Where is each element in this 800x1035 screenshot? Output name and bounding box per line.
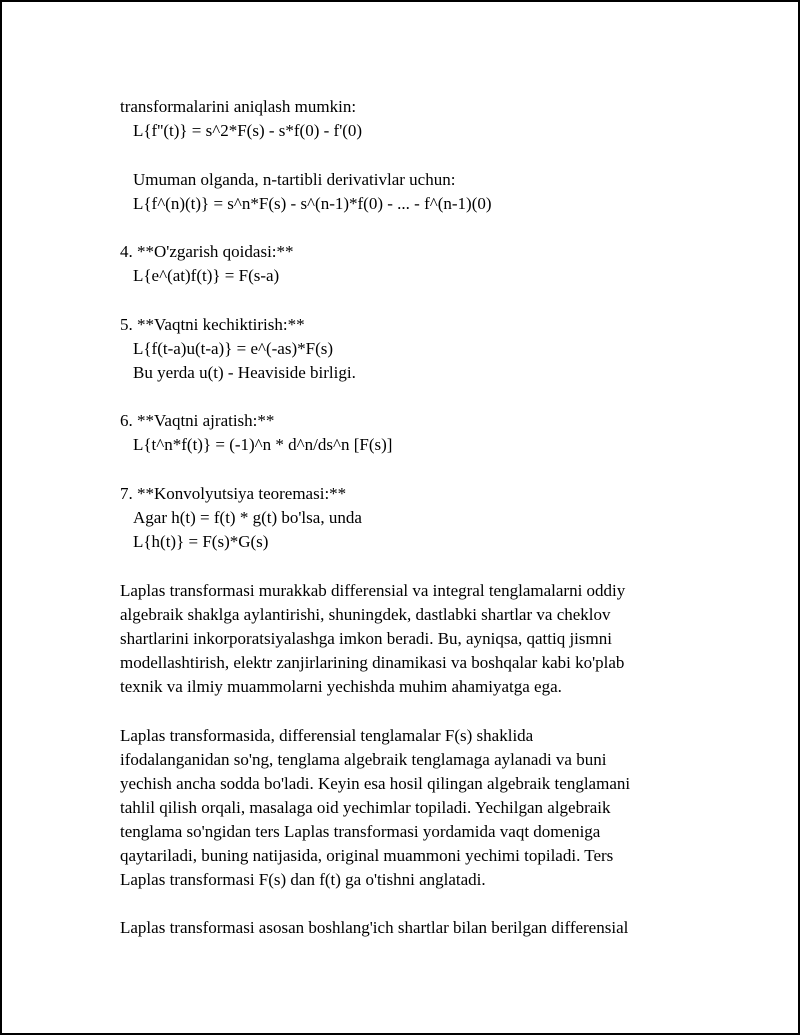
text-line: L{t^n*f(t)} = (-1)^n * d^n/ds^n [F(s)] [133, 435, 393, 454]
text-line: algebraik shaklga aylantirishi, shuningdek, dastlabki shartlar va cheklov [120, 605, 611, 624]
text-line: tahlil qilish orqali, masalaga oid yechimlar topiladi. Yechilgan algebraik [120, 798, 611, 817]
text-line: texnik va ilmiy muammolarni yechishda muhim ahamiyatga ega. [120, 677, 562, 696]
text-line: qaytariladi, buning natijasida, original muammoni yechimi topiladi. Ters [120, 846, 614, 865]
text-line: 4. **O'zgarish qoidasi:** [120, 242, 294, 261]
text-line: L{h(t)} = F(s)*G(s) [133, 532, 269, 551]
text-line: yechish ancha sodda bo'ladi. Keyin esa hosil qilingan algebraik tenglamani [120, 774, 631, 793]
text-line: ifodalanganidan so'ng, tenglama algebraik tenglamaga aylanadi va buni [120, 750, 607, 769]
text-line: tenglama so'ngidan ters Laplas transformasi yordamida vaqt domeniga [120, 822, 601, 841]
text-line: L{e^(at)f(t)} = F(s-a) [133, 266, 280, 285]
text-line: 5. **Vaqtni kechiktirish:** [120, 315, 305, 334]
text-line: Laplas transformasi F(s) dan f(t) ga o'tishni anglatadi. [120, 870, 486, 889]
text-line: Umuman olganda, n-tartibli derivativlar uchun: [133, 170, 456, 189]
text-line: Laplas transformasida, differensial tenglamalar F(s) shaklida [120, 726, 534, 745]
text-line: Agar h(t) = f(t) * g(t) bo'lsa, unda [133, 508, 362, 527]
text-line: 6. **Vaqtni ajratish:** [120, 411, 275, 430]
text-line: 7. **Konvolyutsiya teoremasi:** [120, 484, 347, 503]
text-line: modellashtirish, elektr zanjirlarining dinamikasi va boshqalar kabi ko'plab [120, 653, 625, 672]
text-line: Laplas transformasi murakkab differensial va integral tenglamalarni oddiy [120, 581, 626, 600]
text-line: L{f^(n)(t)} = s^n*F(s) - s^(n-1)*f(0) - ... - f^(n-1)(0) [133, 194, 492, 213]
text-line: transformalarini aniqlash mumkin: [120, 97, 357, 116]
text-line: Bu yerda u(t) - Heaviside birligi. [133, 363, 356, 382]
text-line: L{f(t-a)u(t-a)} = e^(-as)*F(s) [133, 339, 334, 358]
text-line: shartlarini inkorporatsiyalashga imkon beradi. Bu, ayniqsa, qattiq jismni [120, 629, 612, 648]
text-line: Laplas transformasi asosan boshlang'ich shartlar bilan berilgan differensial [120, 918, 629, 937]
text-line: L{f''(t)} = s^2*F(s) - s*f(0) - f'(0) [133, 121, 363, 140]
